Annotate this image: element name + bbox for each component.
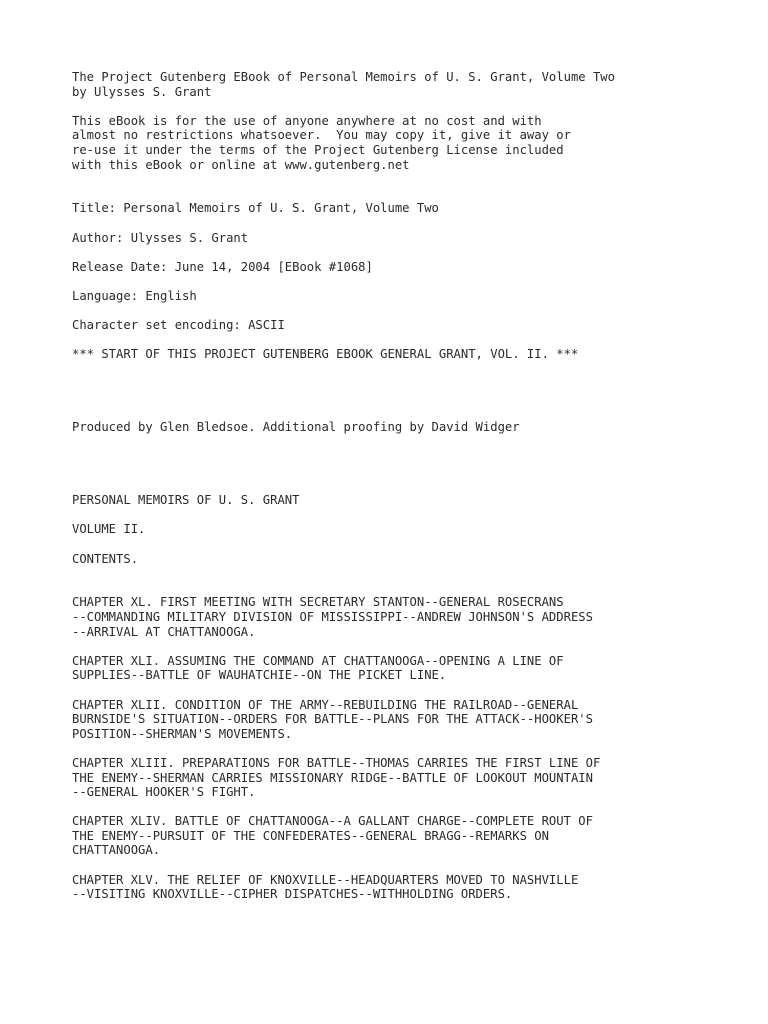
license-line: This eBook is for the use of anyone anywhere at no cost and with: [72, 113, 542, 128]
chapter-line: CHATTANOOGA.: [72, 843, 161, 858]
chapter-line: CHAPTER XLII. CONDITION OF THE ARMY--REBUILDING THE RAILROAD--GENERAL: [72, 697, 579, 712]
chapter-line: CHAPTER XLIV. BATTLE OF CHATTANOOGA--A GALLANT CHARGE--COMPLETE ROUT OF: [72, 814, 593, 829]
chapter-line: --ARRIVAL AT CHATTANOOGA.: [72, 624, 256, 639]
chapter-line: --VISITING KNOXVILLE--CIPHER DISPATCHES--WITHHOLDING ORDERS.: [72, 887, 513, 902]
volume-heading: VOLUME II.: [72, 522, 146, 537]
ebook-title-line: The Project Gutenberg EBook of Personal Memoirs of U. S. Grant, Volume Two: [72, 70, 615, 84]
chapter-entry: [72, 756, 752, 800]
license-line: almost no restrictions whatsoever. You may copy it, give it away or: [72, 128, 571, 143]
start-marker: *** START OF THIS PROJECT GUTENBERG EBOOK GENERAL GRANT, VOL. II. ***: [72, 347, 579, 362]
chapter-line: CHAPTER XLV. THE RELIEF OF KNOXVILLE--HEADQUARTERS MOVED TO NASHVILLE: [72, 872, 579, 887]
ebook-author-line: by Ulysses S. Grant: [72, 84, 212, 99]
chapter-entry: [72, 873, 752, 902]
meta-author: Author: Ulysses S. Grant: [72, 230, 249, 245]
chapter-line: THE ENEMY--PURSUIT OF THE CONFEDERATES--GENERAL BRAGG--REMARKS ON: [72, 828, 549, 843]
book-title: PERSONAL MEMOIRS OF U. S. GRANT: [72, 493, 300, 508]
chapter-entry: [72, 654, 752, 683]
chapter-line: --COMMANDING MILITARY DIVISION OF MISSISSIPPI--ANDREW JOHNSON'S ADDRESS: [72, 609, 593, 624]
meta-language: Language: English: [72, 288, 197, 303]
credits-line: Produced by Glen Bledsoe. Additional proofing by David Widger: [72, 420, 520, 435]
meta-release-date: Release Date: June 14, 2004 [EBook #1068]: [72, 259, 373, 274]
license-line: with this eBook or online at www.gutenberg.net: [72, 157, 410, 172]
chapter-line: CHAPTER XLI. ASSUMING THE COMMAND AT CHATTANOOGA--OPENING A LINE OF: [72, 653, 564, 668]
chapter-line: BURNSIDE'S SITUATION--ORDERS FOR BATTLE--PLANS FOR THE ATTACK--HOOKER'S: [72, 712, 593, 727]
chapter-entry: [72, 595, 752, 639]
meta-charset: Character set encoding: ASCII: [72, 318, 285, 333]
chapter-line: CHAPTER XLIII. PREPARATIONS FOR BATTLE--THOMAS CARRIES THE FIRST LINE OF: [72, 755, 601, 770]
meta-title: Title: Personal Memoirs of U. S. Grant, Volume Two: [72, 201, 439, 216]
document-page: [72, 70, 752, 902]
chapter-line: THE ENEMY--SHERMAN CARRIES MISSIONARY RIDGE--BATTLE OF LOOKOUT MOUNTAIN: [72, 770, 593, 785]
chapter-line: SUPPLIES--BATTLE OF WAUHATCHIE--ON THE PICKET LINE.: [72, 668, 447, 683]
contents-heading: CONTENTS.: [72, 551, 139, 566]
chapter-line: POSITION--SHERMAN'S MOVEMENTS.: [72, 726, 293, 741]
chapter-line: CHAPTER XL. FIRST MEETING WITH SECRETARY STANTON--GENERAL ROSECRANS: [72, 595, 564, 610]
chapter-entry: [72, 698, 752, 742]
chapter-entry: [72, 814, 752, 858]
chapter-line: --GENERAL HOOKER'S FIGHT.: [72, 785, 256, 800]
license-line: re-use it under the terms of the Project Gutenberg License included: [72, 142, 564, 157]
